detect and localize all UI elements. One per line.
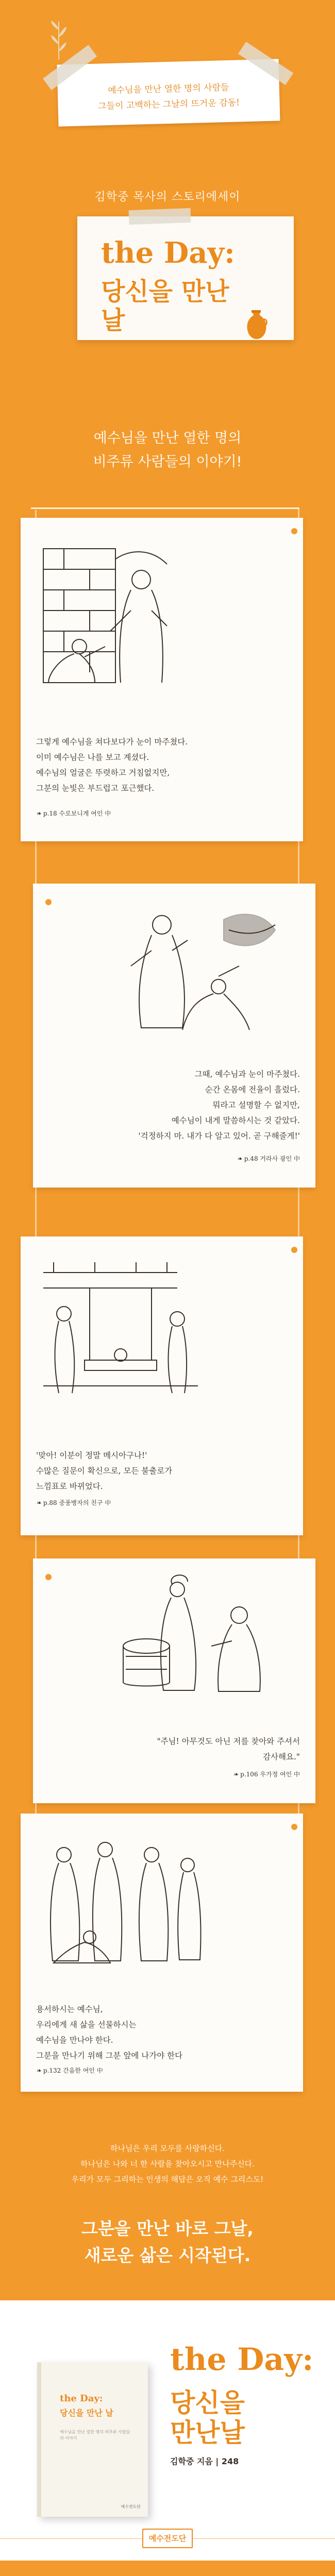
- story-line: 그때, 예수님과 눈이 마주쳤다.: [194, 1070, 300, 1079]
- page-title-en: the Day:: [101, 236, 235, 270]
- closing-line: 하나님은 우리 모두를 사랑하신다.: [110, 2144, 225, 2153]
- hero-section: [0, 0, 335, 376]
- story-reference: [233, 1770, 300, 1778]
- story-line: 우리에게 새 삶을 선물하시는: [36, 2020, 137, 2029]
- divider: [31, 507, 299, 509]
- band-heading: [0, 427, 335, 474]
- story-line: "주님! 아무것도 아닌 저를 찾아와 주셔서: [157, 1737, 300, 1746]
- story-line: 순간 온몸에 전율이 흘렀다.: [205, 1085, 300, 1094]
- pin-dot: [45, 899, 52, 905]
- story-card-5: [21, 1814, 303, 2092]
- closing-headline-line-1: 그분을 만난 바로 그날,: [81, 2218, 254, 2239]
- story-line: '걱정하지 마. 내가 다 알고 있어. 곧 구해줄게!': [138, 1131, 300, 1141]
- story-line: 그분을 만나기 위해 그분 앞에 나가야 한다: [36, 2051, 183, 2060]
- story-reference: [36, 809, 111, 818]
- story-line: 그분의 눈빛은 부드럽고 포근했다.: [36, 784, 155, 793]
- closing-line: 하나님은 나와 너 한 사람을 찾아오시고 만나주신다.: [80, 2159, 255, 2168]
- story-line: 감사해요.": [263, 1752, 300, 1761]
- closing-headline: [0, 2215, 335, 2269]
- story-text: [36, 1448, 172, 1494]
- story-line: 예수님의 얼굴은 뚜렷하고 거침없지만,: [36, 768, 170, 777]
- story-ref-page: p.106: [240, 1771, 258, 1778]
- story-ref-name: 중풍병자의 친구 中: [59, 1499, 111, 1506]
- page-subtitle: 김학중 목사의 스토리에세이: [94, 191, 241, 204]
- story-line: 용서하시는 예수님,: [36, 2005, 103, 2014]
- book-meta: 김학중 지음 | 248: [170, 2456, 239, 2466]
- closing-headline-line-2: 새로운 삶은 시작된다.: [84, 2245, 251, 2265]
- story-line: 뭐라고 설명할 수 없지만,: [212, 1100, 300, 1110]
- book-title-ko-line-1: 당신을: [170, 2388, 245, 2418]
- book-symbol: ❧: [237, 1155, 242, 1162]
- illustration-jesus-demoniac: [100, 899, 286, 1033]
- story-card-1: [21, 518, 303, 841]
- story-text: [138, 1066, 300, 1144]
- book-title-ko-line-2: 만난날: [170, 2418, 245, 2448]
- story-ref-name: 간음한 여인 中: [63, 2067, 103, 2074]
- story-ref-name: 수로보니게 여인 中: [59, 810, 111, 817]
- story-line: 예수님을 만나야 한다.: [36, 2036, 113, 2045]
- story-ref-name: 거라사 광인 中: [260, 1155, 300, 1162]
- intro-note: [57, 59, 280, 126]
- illustration-paralytic-friends: [33, 1257, 208, 1401]
- story-ref-page: p.132: [43, 2067, 61, 2074]
- tape-decoration: [129, 208, 191, 225]
- band-heading-line-2: 비주류 사람들의 이야기!: [93, 454, 242, 470]
- pin-dot: [291, 1247, 297, 1253]
- story-ref-page: p.48: [244, 1155, 258, 1162]
- book-cover-title-ko: 당신을 만난 날: [60, 2408, 113, 2418]
- footer-band: [0, 2561, 335, 2576]
- story-card-3: [21, 1236, 303, 1535]
- intro-line-1: 예수님을 만난 열한 명의 사람들: [108, 82, 229, 96]
- illustration-jesus-woman: [33, 538, 188, 693]
- story-line: 이미 예수님은 나를 보고 계셨다.: [36, 753, 149, 762]
- book-cover-title-en: the Day:: [60, 2393, 103, 2404]
- illustration-woman-at-well: [110, 1569, 280, 1698]
- book-cover-caption: 예수님을 만난 열한 명의 비주류 사람들의 이야기: [60, 2430, 130, 2441]
- book-symbol: ❧: [36, 810, 42, 817]
- story-reference: [36, 2066, 103, 2075]
- pin-dot: [45, 1574, 52, 1580]
- closing-message: [0, 2141, 335, 2187]
- story-line: 예수님이 내게 말씀하시는 것 같았다.: [171, 1116, 300, 1125]
- story-card-2: [33, 884, 315, 1188]
- vase-icon: [242, 309, 271, 340]
- story-reference: [237, 1154, 300, 1163]
- page-title-ko: 당신을 만난 날: [101, 277, 229, 335]
- book-section: [0, 2300, 335, 2561]
- publisher-logo: 예수전도단: [142, 2529, 193, 2548]
- book-symbol: ❧: [36, 2067, 42, 2074]
- story-text: [36, 734, 188, 796]
- story-line: 수많은 질문이 확신으로, 모든 불출로가: [36, 1466, 173, 1476]
- story-text: [157, 1734, 300, 1765]
- story-text: [36, 2002, 182, 2063]
- book-symbol: ❧: [36, 1499, 42, 1506]
- story-line: '맞아! 이분이 정말 메시아구나!': [36, 1451, 147, 1460]
- book-title-ko: [170, 2388, 245, 2448]
- story-card-4: [33, 1558, 315, 1803]
- story-reference: [36, 1498, 111, 1507]
- closing-line: 우리가 모두 그리하는 인생의 해답은 오직 예수 그리스도!: [71, 2175, 264, 2184]
- pin-dot: [291, 528, 297, 534]
- leaf-icon: [47, 20, 70, 61]
- book-cover: [37, 2362, 148, 2517]
- story-ref-name: 우가정 여인 中: [260, 1771, 300, 1778]
- pin-dot: [291, 1824, 297, 1830]
- story-ref-page: p.88: [43, 1499, 57, 1506]
- band-heading-line-1: 예수님을 만난 열한 명의: [93, 430, 242, 446]
- book-title-en: the Day:: [170, 2342, 314, 2378]
- book-symbol: ❧: [233, 1771, 239, 1778]
- intro-line-2: 그들이 고백하는 그날의 뜨거운 감동!: [97, 97, 240, 112]
- story-line: 그렇게 예수님을 쳐다보다가 눈이 마주쳤다.: [36, 737, 188, 747]
- illustration-adulterous-woman: [33, 1834, 208, 1968]
- story-ref-page: p.18: [43, 810, 57, 817]
- story-line: 느낌표로 바뀌었다.: [36, 1482, 103, 1491]
- book-cover-publisher: 예수전도단: [121, 2504, 141, 2509]
